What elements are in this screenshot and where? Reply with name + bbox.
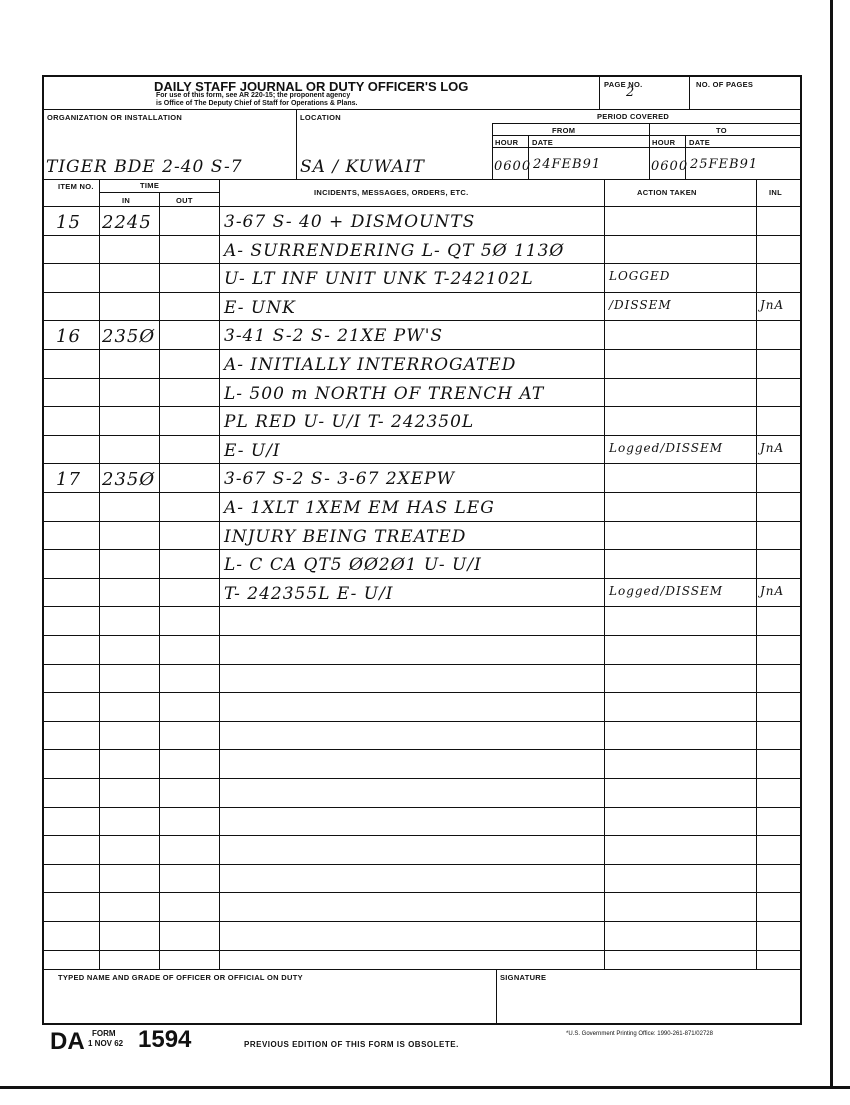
- form-da: DA: [50, 1028, 85, 1055]
- from-label: FROM: [552, 126, 576, 135]
- action-taken[interactable]: Logged/DISSEM: [609, 440, 724, 455]
- time-label: TIME: [140, 181, 160, 190]
- signature-label: SIGNATURE: [500, 973, 547, 982]
- time-in[interactable]: 235Ø: [102, 469, 156, 491]
- item-number[interactable]: 16: [56, 326, 81, 348]
- row-line: [44, 692, 800, 693]
- form-subtitle-1: For use of this form, see AR 220-15; the proponent agency: [156, 92, 351, 99]
- row-line: [44, 921, 800, 922]
- item-label: ITEM NO.: [58, 182, 94, 191]
- action-taken[interactable]: LOGGED: [609, 269, 671, 284]
- row-line: [44, 778, 800, 779]
- row-line: [44, 635, 800, 636]
- incident-text[interactable]: T- 242355L E- U/I: [224, 583, 394, 604]
- row-line: [44, 435, 800, 436]
- out-label: OUT: [176, 196, 193, 205]
- action-taken[interactable]: Logged/DISSEM: [609, 583, 724, 598]
- time-in[interactable]: 235Ø: [102, 326, 156, 348]
- row-line: [44, 292, 800, 293]
- row-line: [44, 807, 800, 808]
- location-label: LOCATION: [300, 113, 342, 122]
- printing-note: *U.S. Government Printing Office: 1990-261-871/02728: [566, 1031, 713, 1037]
- incident-text[interactable]: A- INITIALLY INTERROGATED: [224, 355, 517, 375]
- header-divider: [44, 109, 492, 110]
- incident-text[interactable]: A- 1XLT 1XEM EM HAS LEG: [224, 498, 495, 518]
- initials[interactable]: JnA: [760, 583, 785, 598]
- incident-text[interactable]: L- 500 m NORTH OF TRENCH AT: [224, 383, 545, 404]
- row-line: [44, 378, 800, 379]
- row-line: [44, 320, 800, 321]
- no-of-pages-label: NO. OF PAGES: [696, 80, 754, 89]
- row-line: [44, 578, 800, 579]
- row-line: [44, 835, 800, 836]
- row-line: [44, 864, 800, 865]
- row-line: [44, 349, 800, 350]
- row-line: [44, 406, 800, 407]
- incident-text[interactable]: L- C CA QT5 ØØ2Ø1 U- U/I: [224, 555, 482, 576]
- item-number[interactable]: 17: [56, 469, 81, 491]
- in-label: IN: [122, 196, 131, 205]
- page-edge-right: [830, 0, 833, 1086]
- incident-text[interactable]: E- UNK: [224, 297, 296, 318]
- row-line: [44, 950, 800, 951]
- page-no-value[interactable]: 2: [626, 85, 636, 100]
- form-word: FORM: [92, 1029, 116, 1038]
- to-hour-value[interactable]: 0600: [651, 159, 689, 174]
- row-line: [44, 235, 800, 236]
- location-value[interactable]: SA / KUWAIT: [300, 157, 425, 177]
- organization-value[interactable]: TIGER BDE 2-40 S-7: [46, 157, 243, 177]
- row-line: [44, 721, 800, 722]
- organization-label: ORGANIZATION OR INSTALLATION: [47, 113, 183, 122]
- form-title: DAILY STAFF JOURNAL OR DUTY OFFICER'S LOG: [154, 79, 469, 94]
- from-hour-label: HOUR: [495, 138, 519, 147]
- from-date-value[interactable]: 24FEB91: [533, 157, 602, 172]
- row-line: [44, 492, 800, 493]
- inl-label: INL: [769, 188, 782, 197]
- incident-text[interactable]: E- U/I: [224, 440, 281, 461]
- from-hour-value[interactable]: 0600: [494, 159, 532, 174]
- action-taken[interactable]: /DISSEM: [609, 297, 672, 312]
- incident-text[interactable]: 3-67 S-2 S- 3-67 2XEPW: [224, 469, 456, 490]
- row-line: [44, 892, 800, 893]
- period-covered-label: PERIOD COVERED: [597, 112, 670, 121]
- action-label: ACTION TAKEN: [637, 188, 697, 197]
- incident-text[interactable]: A- SURRENDERING L- QT 5Ø 113Ø: [224, 240, 565, 261]
- initials[interactable]: JnA: [760, 297, 785, 312]
- row-line: [44, 549, 800, 550]
- incident-text[interactable]: INJURY BEING TREATED: [224, 526, 467, 547]
- item-number[interactable]: 15: [56, 212, 81, 233]
- typed-name-label: TYPED NAME AND GRADE OF OFFICER OR OFFICIAL ON DUTY: [58, 973, 303, 982]
- journal-form: [42, 75, 802, 1025]
- to-label: TO: [716, 126, 727, 135]
- incident-text[interactable]: U- LT INF UNIT UNK T-242102L: [224, 269, 534, 290]
- from-date-label: DATE: [532, 138, 554, 147]
- row-line: [44, 263, 800, 264]
- to-date-value[interactable]: 25FEB91: [690, 157, 759, 172]
- to-date-label: DATE: [689, 138, 711, 147]
- initials[interactable]: JnA: [760, 440, 785, 455]
- row-line: [44, 749, 800, 750]
- page-no-label: PAGE NO.: [604, 80, 643, 89]
- time-in[interactable]: 2245: [102, 212, 152, 233]
- incident-text[interactable]: 3-41 S-2 S- 21XE PW'S: [224, 326, 444, 347]
- form-number: 1594: [138, 1026, 192, 1053]
- previous-edition-note: PREVIOUS EDITION OF THIS FORM IS OBSOLETE.: [244, 1040, 459, 1049]
- form-subtitle-2: is Office of The Deputy Chief of Staff for Operations & Plans.: [156, 100, 358, 107]
- form-date-code: 1 NOV 62: [88, 1039, 124, 1048]
- row-line: [44, 521, 800, 522]
- incident-text[interactable]: 3-67 S- 40 + DISMOUNTS: [224, 212, 476, 232]
- row-line: [44, 664, 800, 665]
- page-edge: [0, 1086, 850, 1089]
- incidents-label: INCIDENTS, MESSAGES, ORDERS, ETC.: [314, 188, 469, 197]
- to-hour-label: HOUR: [652, 138, 676, 147]
- row-line: [44, 606, 800, 607]
- incident-text[interactable]: PL RED U- U/I T- 242350L: [224, 412, 475, 433]
- row-line: [44, 463, 800, 464]
